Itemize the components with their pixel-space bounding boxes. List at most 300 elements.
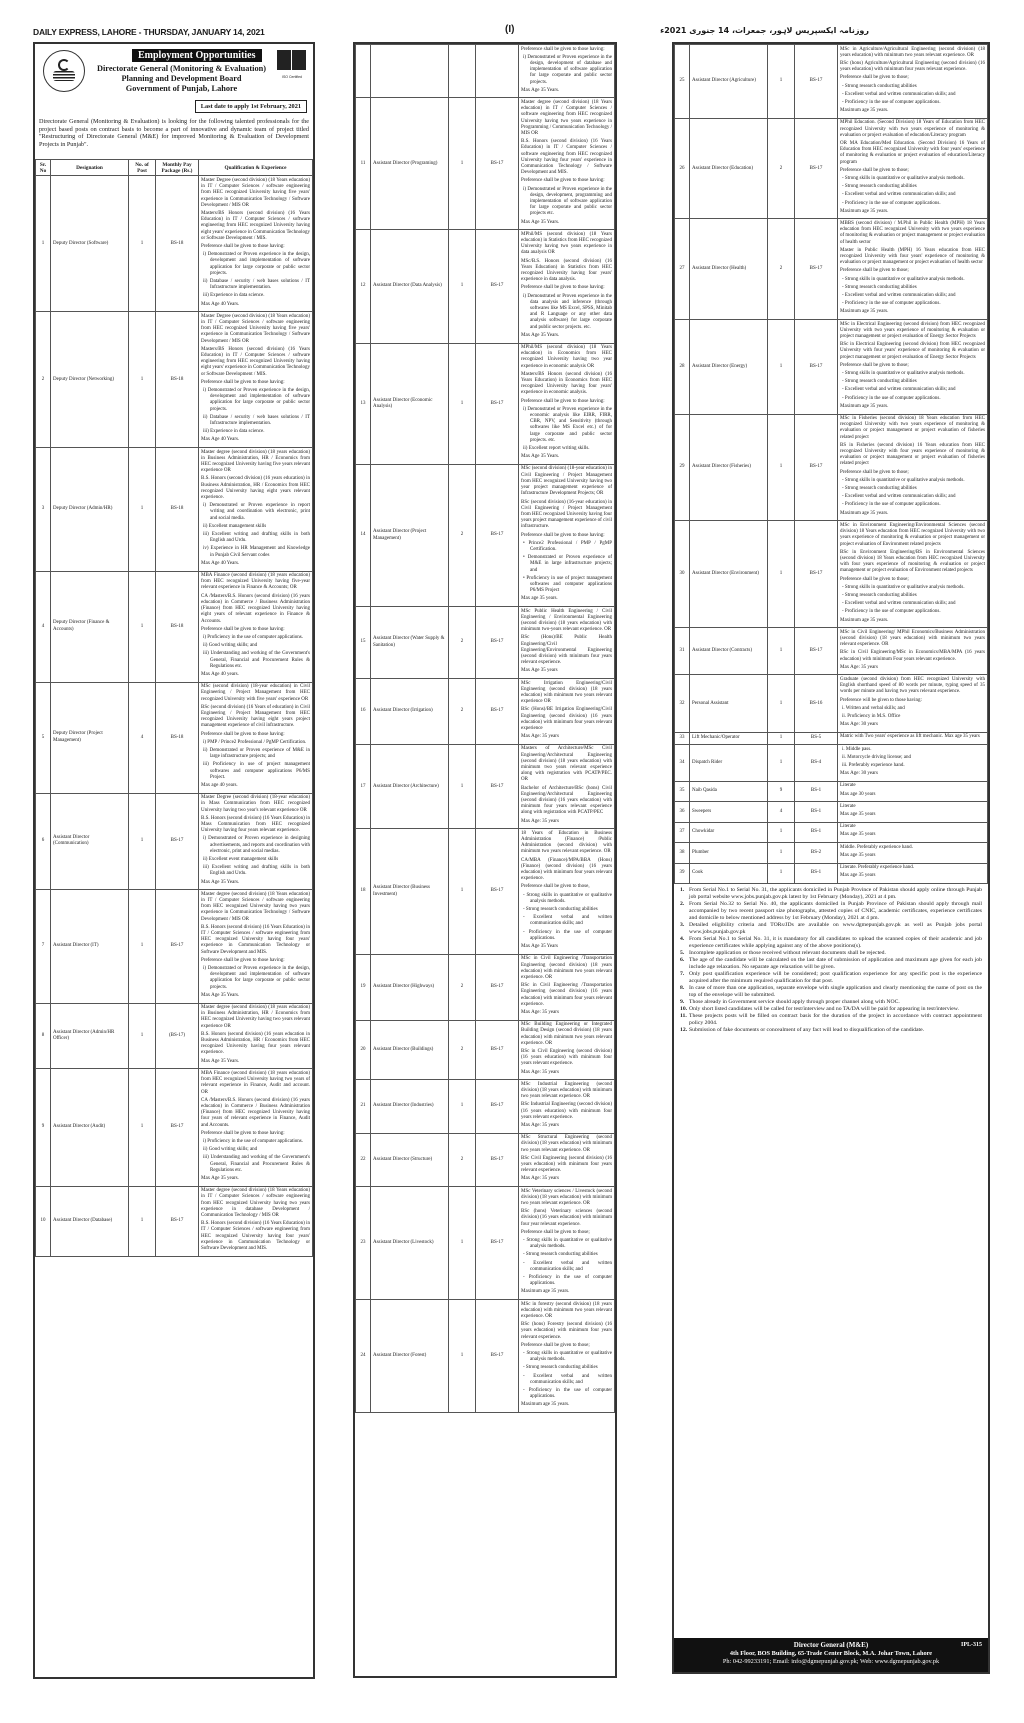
qualification [838, 628, 988, 675]
qualification [838, 863, 988, 883]
column-3 [672, 42, 990, 1674]
table-row [675, 320, 988, 414]
qualification-line: Preference shall be given to those having: [201, 243, 285, 249]
qualification-line: BSc (hons) Forestry (second division) (16 years education) with minimum four years relevant experience. [521, 1322, 612, 1340]
post-count: 1 [768, 45, 795, 119]
qualification-line: Master degree (second division) (18 Years education) in IT / Computer Sciences / software engineering from HEC recognized University having two years experience in database Development / Communication Technology / MIS OR [201, 1188, 310, 1218]
instruction-item [680, 950, 982, 957]
qualification-line: Master degree (second division) (18 Years education) in IT / Computer Sciences / software engineering from HEC recognized University having two years experience in Programming / Communication Technology / MIS OR [521, 99, 612, 136]
pay-scale: BS-17 [476, 1080, 519, 1133]
newspaper-masthead: DAILY EXPRESS, LAHORE - THURSDAY, JANUARY 14, 2021 [33, 27, 265, 37]
pay-scale: BS-17 [156, 1069, 199, 1186]
table-row [356, 230, 615, 343]
qualification-line: Masters of Architecture/MSc Civil Engineering/Architectural Engineering (second division) (18 years education) with minimum two years relevant experience along with registration with PCATP/PEC. OR [521, 746, 612, 783]
pay-scale: BS-18 [156, 571, 199, 682]
designation: Assistant Director (Agriculture) [690, 45, 768, 119]
qualification-line: Literate. Preferably experience hand. [840, 865, 914, 871]
qualification-line: BSc Civil Engineering (second division) (16 years education) with minimum four years relevant experience. [521, 1155, 612, 1174]
qualification-line: - Strong research conducting abilities [842, 486, 917, 492]
qualification-line: MSc in Civil Engineering/ MPhil Economics/Business Administration (second division) (18 years education) with minimum two years relevant experience. OR [840, 629, 985, 648]
qualification-line: B.S. Honors (second division) (16 years education) in Business Administration, HR / Economics from HEC recognized University having eight years relevant experience. [201, 476, 310, 501]
table-row [356, 45, 615, 98]
qualification-line: Preference shall be given to those having: [201, 626, 285, 632]
serial-number: 14 [356, 464, 371, 606]
designation: Lift Mechanic/Operator [690, 732, 768, 744]
qualification [519, 343, 615, 464]
qualification-line: Max Age: 35 years [521, 1122, 559, 1128]
pay-scale: BS-17 [795, 414, 838, 521]
qualification-line: ii. Proficiency in M.S. Office [842, 713, 901, 719]
instruction-number: 9. [680, 998, 685, 1005]
qualification-line: Maximum age 35 years. [521, 1289, 570, 1295]
pay-scale: BS-17 [795, 320, 838, 414]
qualification-line: ii. Motorcycle driving license; and [842, 754, 912, 760]
post-count: 1 [449, 1187, 476, 1300]
serial-number: 28 [675, 320, 690, 414]
qualification-line: Max Age 35 years [521, 668, 558, 674]
qualification-line: ii) Excellent event management skills [203, 857, 279, 862]
last-date-box: Last date to apply 1st February, 2021 [195, 100, 307, 113]
post-count: 1 [129, 793, 156, 890]
post-count: 1 [129, 448, 156, 571]
designation: Assistant Director (Environment) [690, 521, 768, 628]
pay-scale: BS-5 [795, 732, 838, 744]
table-row [356, 98, 615, 230]
post-count: 4 [768, 802, 795, 822]
qualification-line: MSc in forestry (second division) (18 years education) with minimum two years relevant experience. OR [521, 1301, 612, 1320]
designation: Assistant Director (Fisheries) [690, 414, 768, 521]
qualification-line: CA /Masters/B.S. Honors (second division) (16 years education) in Commerce / Business Administration (Finance) from HEC recognized University having eight years of relevant experience in Finance & Accounts. [201, 593, 310, 624]
jobs-table-part-2 [355, 44, 615, 1413]
qualification [519, 679, 615, 745]
instruction-text: Those already in Government service should apply through proper channel along with NOC. [689, 998, 900, 1005]
table-row [675, 822, 988, 842]
qualification-line: Preference shall be given to those having: [521, 532, 605, 538]
table-row [356, 1080, 615, 1133]
pay-scale: BS-17 [476, 1300, 519, 1413]
table-row [675, 781, 988, 801]
qualification [519, 1187, 615, 1300]
qualification-line: MSc (second division) (18-year education) in Civil Engineering / Project Management from HEC recognized University with five years' experience OR [201, 684, 310, 702]
qualification-line: • Prince2 Professional / PMP / PgMP Certification. [523, 540, 612, 552]
pay-scale: BS-17 [476, 679, 519, 745]
qualification-line: - Strong research conducting abilities [523, 1252, 598, 1258]
table-row [675, 863, 988, 883]
qualification-line: Masters/BS Honors (second division) (16 Years Education) in IT / Computer Sciences / software engineering from HEC recognized University having eight years' experience in Communication Technology or Software Development / MIS. [201, 346, 310, 377]
qualification-line: MSc in Agriculture/Agricultural Engineering (second division) (18 years education) with minimum two years relevant experience. OR [840, 46, 985, 58]
serial-number: 9 [36, 1069, 51, 1186]
qualification-line: MPhil Education. (Second Division) 18 Years of Education from HEC recognized University with two years experience of monitoring & evaluation or project evaluation of education/Literacy program [840, 120, 985, 138]
qualification-line: - Excellent verbal and written communication skills; and [523, 1373, 612, 1385]
qualification-line: iv) Experience in HR Management and Knowledge in Punjab Civil Servant codes [203, 546, 310, 558]
instruction-text: The age of the candidate will be calculated on the last date of submission of application and maximum age given for each job include age relaxation. No separate age relaxation will be given. [689, 956, 982, 970]
post-count: 1 [129, 1003, 156, 1069]
qualification-line: Literate [840, 783, 856, 789]
qualification-line: Max Age 35 Years. [201, 879, 240, 885]
instruction-number: 6. [680, 956, 685, 963]
qualification-line: B.S. Honors (second division) (16 Years Education) in IT / Computer Sciences / software engineering from HEC recognized University having four years' experience in Communication Technology / Software Development and MIS. [521, 139, 612, 176]
qualification [838, 802, 988, 822]
instruction-text: Submission of fake documents or concealment of any fact will lead to disqualification of the candidate. [689, 1026, 925, 1033]
post-count: 1 [768, 414, 795, 521]
qualification [199, 448, 313, 571]
qualification-line: iii) Excellent writing and drafting skills in both English and Urdu. [203, 532, 310, 544]
qualification-line: - Proficiency in the use of computer applications. [523, 1275, 612, 1287]
designation [371, 45, 449, 98]
post-count: 1 [129, 890, 156, 1003]
qualification-line: Max Age 35 Years [521, 944, 558, 950]
pay-scale: BS-17 [156, 1186, 199, 1256]
instruction-number: 3. [680, 921, 685, 928]
designation: Sweepers [690, 802, 768, 822]
qualification-line: Preference shall be given to those having: [521, 398, 605, 404]
table-row [675, 45, 988, 119]
qualification-line: Max age 35 years [840, 873, 876, 879]
instruction-number: 2. [680, 900, 685, 907]
qualification-line: Max Age: 30 years [840, 771, 878, 777]
table-row [675, 628, 988, 675]
qualification [838, 414, 988, 521]
serial-number: 38 [675, 843, 690, 863]
post-count: 1 [768, 822, 795, 842]
qualification-line: Preference shall be given to those having: [521, 178, 605, 184]
instruction-text: Only short listed candidates will be called for test/interview and no TA/DA will be paid for appearing in test/interview. [689, 1005, 959, 1012]
serial-number: 1 [36, 176, 51, 312]
qualification-line: OR MA Education/Med Education. (Second Division) 16 Years of Education from HEC recognized University with four years' experience of monitoring & evaluation or project evaluation of education/Literacy program [840, 140, 985, 165]
table-row [36, 448, 313, 571]
qualification-line: iii) Experience in data science. [203, 293, 265, 299]
post-count: 2 [449, 954, 476, 1020]
qualification-line: i) Proficiency in the use of computer applications. [203, 1138, 303, 1144]
designation: Deputy Director (Finance & Accounts) [51, 571, 129, 682]
qualification-line: - Excellent verbal and written communication skills; and [842, 293, 956, 298]
qualification-line: Max Age: 35 years [840, 664, 878, 670]
table-row [675, 843, 988, 863]
qualification-line: Maximum age 35 years. [840, 403, 889, 409]
pay-scale: BS-1 [795, 802, 838, 822]
designation: Assistant Director (Economic Analysis) [371, 343, 449, 464]
qualification-line: Graduate (second division) from HEC recognized University with English shorthand speed of 80 words per minute, typing speed of 35 words per minute and having two years relevant experience. [840, 676, 985, 695]
post-count: 1 [449, 343, 476, 464]
qualification-line: Max Age 40 Years. [201, 560, 240, 566]
qualification-line: iii) Understanding and working of the Government's General, Financial and Procurement Rules & Regulations etc. [203, 1155, 310, 1173]
qualification-line: Max age 40 years. [201, 782, 238, 788]
qualification-line: ii) Demonstrated or Proven experience of M&E in large infrastructure projects; and [203, 747, 310, 760]
serial-number: 23 [356, 1187, 371, 1300]
qualification-line: MSc/B.S. Honors (second division) (16 Years Education) in Statistics from HEC recognized University having four years' experience in data analysis. [521, 258, 612, 283]
pay-scale: BS-17 [476, 230, 519, 343]
pay-scale: BS-17 [476, 954, 519, 1020]
table-row [675, 732, 988, 744]
qualification-line: ii) Good writing skills; and [203, 643, 258, 649]
qualification-line: Max age 35 years [840, 812, 876, 817]
post-count: 1 [768, 843, 795, 863]
instruction-number: 4. [680, 935, 685, 942]
qualification-line: i. Written and verbal skills; and [842, 705, 905, 711]
serial-number: 15 [356, 607, 371, 679]
qualification-line: Max age 35 years [840, 852, 876, 858]
qualification [199, 176, 313, 312]
qualification-line: Maximum age 35 years. [840, 108, 889, 114]
instruction-item [680, 1013, 982, 1027]
qualification-line: - Strong skills in quantitative or qualitative analysis methods. [842, 175, 965, 181]
qualification-line: Max Age 35 Years. [201, 992, 240, 998]
qualification-line: Max age 35 years [840, 832, 876, 838]
pay-scale: BS-17 [476, 607, 519, 679]
serial-number: 35 [675, 781, 690, 801]
qualification-line: Literate [840, 824, 856, 830]
table-row [356, 1300, 615, 1413]
table-row [36, 312, 313, 448]
qualification-line: Bachelor of Architecture/BSc (hons) Civil Engineering/Architectural Engineering (second division) (16 years education) with minimum four years relevant experience along with registration with PCATP/PEC [521, 785, 612, 816]
designation: Assistant Director (Irrigation) [371, 679, 449, 745]
qualification-line: Max Age 35 years. [201, 1175, 239, 1181]
qualification-line: - Strong research conducting abilities [842, 592, 917, 598]
table-row [675, 745, 988, 782]
instruction-item [680, 999, 982, 1006]
pay-scale: BS-17 [476, 829, 519, 954]
qualification [519, 954, 615, 1020]
table-row [675, 219, 988, 320]
serial-number: 4 [36, 571, 51, 682]
qualification-line: - Excellent verbal and written communication skills; and [523, 915, 612, 927]
table-row [36, 571, 313, 682]
qualification-line: Preference shall be given to those; [840, 167, 909, 173]
serial-number [356, 45, 371, 98]
qualification-line: • Demonstrated or Proven experience of M&E in large infrastructure projects; and [523, 555, 612, 573]
post-count: 1 [129, 1069, 156, 1186]
qualification [519, 1133, 615, 1186]
qualification-line: B.S. Honors (second division) (16 Years Education) in Mass Communication from HEC recognized University having four years relevant experience. [201, 815, 310, 834]
instruction-text: From Serial No.32 to Serial No. 40, the applicants domiciled in Punjab Province of Pakistan should apply through mail accompanied by two recent passport size photographs, attested copies of CNIC, academic certificates, experience certificates and domicile to below mentioned address by 1st February (Monday), 2021 at 4 pm. [689, 900, 982, 921]
qualification-line: MSc in Environment Engineering/Environmental Sciences (second division) 18 Years education from HEC recognized University with two years experience of monitoring & evaluation or project management or project evaluation of Environment related projects [840, 522, 985, 547]
qualification [199, 682, 313, 793]
serial-number: 19 [356, 954, 371, 1020]
designation: Assistant Director (Database) [51, 1186, 129, 1256]
urdu-masthead: روزنامہ ایکسپریس لاہور، جمعرات، 14 جنوری 2021ء [660, 26, 869, 35]
qualification [838, 320, 988, 414]
qualification-line: - Excellent verbal and written communication skills; and [523, 1260, 612, 1272]
designation: Assistant Director (Programing) [371, 98, 449, 230]
table-row [36, 793, 313, 890]
qualification-line: - Proficiency in the use of computer applications. [523, 929, 612, 941]
qualification-line: Preference shall be given to those; [840, 268, 909, 274]
qualification-line: - Strong research conducting abilities [842, 83, 917, 89]
qualification [519, 1300, 615, 1413]
post-count: 1 [129, 176, 156, 312]
qualification [199, 890, 313, 1003]
post-count: 2 [449, 464, 476, 606]
designation: Assistant Director (Structure) [371, 1133, 449, 1186]
jobs-table-part-1 [35, 159, 313, 1257]
serial-number: 31 [675, 628, 690, 675]
pay-scale: BS-1 [795, 863, 838, 883]
pay-scale: BS-17 [795, 45, 838, 119]
instruction-text: Only post qualification experience will be considered; post qualification experience for any specific post is the experience acquired after the minimum required qualification for that post. [689, 970, 982, 984]
qualification-line: Masters/BS Honors (second division) (16 Years Education) in Economics from HEC recognized University having four years' experience in economic analysis. [521, 371, 612, 396]
jobs-table-part-3 [674, 44, 988, 884]
instruction-item [680, 985, 982, 999]
post-count: 1 [768, 320, 795, 414]
qualification-line: Preference shall be given to those; [840, 469, 909, 475]
qualification-line: Preference shall be given to those; [521, 1342, 590, 1348]
qualification-line: Master Degree (second division) (18 Years education) in IT / Computer Sciences / software engineering from HEC recognized University having five years' experience in Communication Technology / Software Development / MIS OR [201, 177, 310, 208]
pay-scale: BS-17 [476, 1133, 519, 1186]
qualification-line: Max Age 35 Years. [521, 87, 560, 93]
table-row [36, 1186, 313, 1256]
qualification-line: - Excellent verbal and written communication skills; and [842, 601, 956, 607]
qualification-line: ii) Database / security / web bases solutions / IT Infrastructure implementation. [203, 278, 310, 291]
qualification-line: iii) Understanding and working of the Government's General, Financial and Procurement Rules & Regulations etc. [203, 651, 310, 669]
designation: Assistant Director (Education) [690, 118, 768, 219]
qualification [519, 45, 615, 98]
qualification-line: Max Age 40 Years. [201, 437, 240, 443]
qualification-line: i) Proficiency in the use of computer applications. [203, 634, 303, 640]
qualification-line: Preference will be given to those having: [840, 697, 922, 703]
designation: Assistant Director (Health) [690, 219, 768, 320]
post-count: 2 [449, 679, 476, 745]
designation: Assistant Director (Audit) [51, 1069, 129, 1186]
table-row [36, 682, 313, 793]
qualification-line: BSc (Hons)/BE Irrigation Engineering/Civil Engineering (second division) (16 years education) with minimum four years relevant experience [521, 707, 612, 731]
table-row [356, 829, 615, 954]
qualification-line: Preference shall be given to those having: [201, 1130, 285, 1136]
qualification-line: ii) Good writing skills; and [203, 1147, 258, 1153]
table-header-row: Sr. No Designation No. of Post Monthly Pay Package (Rs.) Qualification & Experience [36, 160, 313, 176]
designation: Assistant Director (Admin/HR Officer) [51, 1003, 129, 1069]
designation: Deputy Director (Admin/HR) [51, 448, 129, 571]
qualification-line: - Proficiency in the use of computer applications. [842, 200, 941, 206]
qualification [199, 571, 313, 682]
contact-footer [674, 1638, 988, 1672]
qualification-line: B.S. Honors (second division) (16 Years Education) in IT / Computer Sciences / software engineering from HEC recognized University having four years' experience in Communication Technology or Software Development and MIS. [201, 924, 310, 955]
qualification-line: - Proficiency in the use of computer applications. [842, 502, 941, 508]
serial-number: 18 [356, 829, 371, 954]
qualification-line: MSc in Civil Engineering /Transportation Engineering (second division) (18 years education) with minimum two years relevant experience. OR [521, 956, 612, 980]
qualification-line: CA /Masters/B.S. Honors (second division) (16 years education) in Commerce / Business Administration (Finance) from HEC recognized University having four years of relevant experience in Finance, Audit and Accounts. [201, 1097, 310, 1128]
qualification-line: Master Degree (second division) (18 Years education) in IT / Computer Sciences / software engineering from HEC recognized University having five years' experience in Communication Technology / Software Development / MIS OR [201, 313, 310, 344]
post-count: 1 [129, 1186, 156, 1256]
qualification-line: i) Demonstrated or Proven experience in the design, development of database and implementation of software application for large corporate and public sector projects. [523, 54, 612, 85]
qualification-line: - Strong research conducting abilities [842, 379, 917, 385]
qualification [519, 98, 615, 230]
qualification-line: Middle. Preferably experience hand. [840, 844, 913, 850]
serial-number: 32 [675, 675, 690, 732]
table-row [356, 343, 615, 464]
serial-number: 7 [36, 890, 51, 1003]
pay-scale: BS-17 [795, 521, 838, 628]
instruction-item [680, 922, 982, 936]
qualification-line: Preference shall be given to those, [521, 884, 590, 890]
instruction-item [680, 957, 982, 971]
designation: Assistant Director (IT) [51, 890, 129, 1003]
serial-number: 20 [356, 1020, 371, 1080]
pay-scale: BS-17 [795, 628, 838, 675]
pay-scale: BS-18 [156, 312, 199, 448]
qualification-line: - Strong skills in quantitative or qualitative analysis methods. [842, 276, 965, 282]
qualification-line: - Excellent verbal and written communication skills; and [842, 192, 956, 198]
qualification-line: Max Age 40 years. [201, 671, 239, 677]
ad-code: IPL-315 [961, 1642, 982, 1648]
qualification-line: - Strong skills in quantitative or qualitative analysis methods. [523, 1238, 612, 1250]
qualification-line: Master Degree (second division) (18-year education) in Mass Communication from HEC recognized University having two year's relevant experience OR [201, 795, 310, 813]
qualification-line: BS in Fisheries (second division) 16 Years education from HEC recognized University with four years experience of monitoring & evaluation or project management or project evaluation of fisheries related project [840, 442, 985, 467]
post-count: 2 [449, 1020, 476, 1080]
instruction-number: 8. [680, 984, 685, 991]
serial-number: 34 [675, 745, 690, 782]
pay-scale: BS-17 [476, 1187, 519, 1300]
post-count: 1 [768, 863, 795, 883]
qualification-line: MSc in Fisheries (second division) 18 Years education from HEC recognized University with two years experience of monitoring & evaluation or project management or project evaluation of fisheries related project [840, 416, 985, 440]
designation: Deputy Director (Software) [51, 176, 129, 312]
qualification-line: - Strong research conducting abilities [523, 907, 598, 913]
qualification-line: Preference shall be given to those having: [201, 957, 285, 963]
instruction-text: In case of more than one application, separate envelope with single application and clearly mentioning the name of post on the top of the envelope will be submitted. [689, 984, 982, 998]
instruction-text: Incomplete application or those received without relevant documents shall be rejected. [689, 949, 886, 956]
qualification-line: Max age 30 years [840, 791, 876, 797]
qualification-line: Master degree (second division) (18 years education) in Business Administration, HR / Economics from HEC recognized University having two years relevant experience OR [201, 1005, 310, 1029]
qualification-line: BSc (Hons)/BE Public Health Engineering/Civil Engineering/Environmental Engineering (second division) with minimum four years relevant experience. [521, 635, 612, 666]
pay-scale: BS-18 [156, 682, 199, 793]
qualification [838, 732, 988, 744]
table-row [356, 464, 615, 606]
qualification-line: i. Middle pass. [842, 746, 872, 752]
instruction-number: 7. [680, 970, 685, 977]
serial-number: 37 [675, 822, 690, 842]
qualification-line: MSc Building Engineering or Integrated Building Design (second division) (18 years education) with minimum two years relevant experience. OR [521, 1022, 612, 1046]
qualification-line: MBA Finance (second division) (18 years education) from HEC recognized University having five-year relevant experience in Finance & Accounts; OR [201, 573, 310, 591]
footer-title: Director General (M&E) [793, 1641, 869, 1649]
qualification-line: BSc Industrial Engineering (second division) (16 years education) with minimum four years relevant experience. [521, 1102, 612, 1120]
serial-number: 12 [356, 230, 371, 343]
page-number: (I) [505, 24, 515, 35]
qualification [519, 607, 615, 679]
qualification-line: BSc in Civil Engineering /Transportation Engineering (second division) (16 years education) with minimum four years relevant experience. [521, 983, 612, 1007]
qualification-line: iii) Experience in data science. [203, 429, 265, 435]
pay-scale: BS-1 [795, 781, 838, 801]
qualification-line: Master in Public Health (MPH) 16 Years education from HEC recognized University with four years' experience of monitoring & evaluation or project management or project evaluation of health sector [840, 247, 985, 266]
qualification-line: Maximum age 35 years. [840, 309, 889, 315]
qualification-line: - Excellent verbal and written communication skills; and [842, 387, 956, 393]
table-row [356, 744, 615, 828]
qualification-line: BSc (hons) Agriculture/Agricultural Engineering (second division) (16 years education) with minimum four years relevant experience. [840, 60, 985, 73]
designation: Assistant Director (Water Supply & Sanitation) [371, 607, 449, 679]
table-row [675, 521, 988, 628]
post-count: 1 [449, 1300, 476, 1413]
table-row [356, 607, 615, 679]
qualification-line: - Proficiency in the use of computer applications. [523, 1388, 612, 1400]
pay-scale: BS-17 [795, 118, 838, 219]
qualification-line: Masters/BS Honors (second division) (16 Years Education) in IT / Computer Sciences / software engineering from HEC recognized University having eight years' experience in Communication Technology or Software Development / MIS. [201, 210, 310, 241]
table-row [36, 890, 313, 1003]
table-row [675, 675, 988, 732]
pay-scale: BS-17 [476, 744, 519, 828]
qualification [838, 745, 988, 782]
qualification [199, 312, 313, 448]
pay-scale: BS-16 [795, 675, 838, 732]
qualification-line: i) Demonstrated or Proven experience in the economic analysis like EIRR, FIRR, CBR, NPV, and Sensitivity (through softwares like MS Excel etc.) of for large corporate and public sector projects. etc. [523, 406, 612, 443]
instruction-item [680, 1006, 982, 1013]
serial-number: 5 [36, 682, 51, 793]
designation: Personal Assistant [690, 675, 768, 732]
designation: Assistant Director (Livestock) [371, 1187, 449, 1300]
pay-scale: BS-17 [476, 343, 519, 464]
pay-scale [476, 45, 519, 98]
post-count: 1 [768, 745, 795, 782]
qualification-line: MSc (second division) (18-year education) in Civil Engineering / Project Management from HEC recognized University having two year project management experience of Infrastructure Development Projects; OR [521, 466, 612, 497]
qualification-line: Maximum age 35 years. [840, 617, 889, 623]
ad-header [35, 44, 313, 159]
